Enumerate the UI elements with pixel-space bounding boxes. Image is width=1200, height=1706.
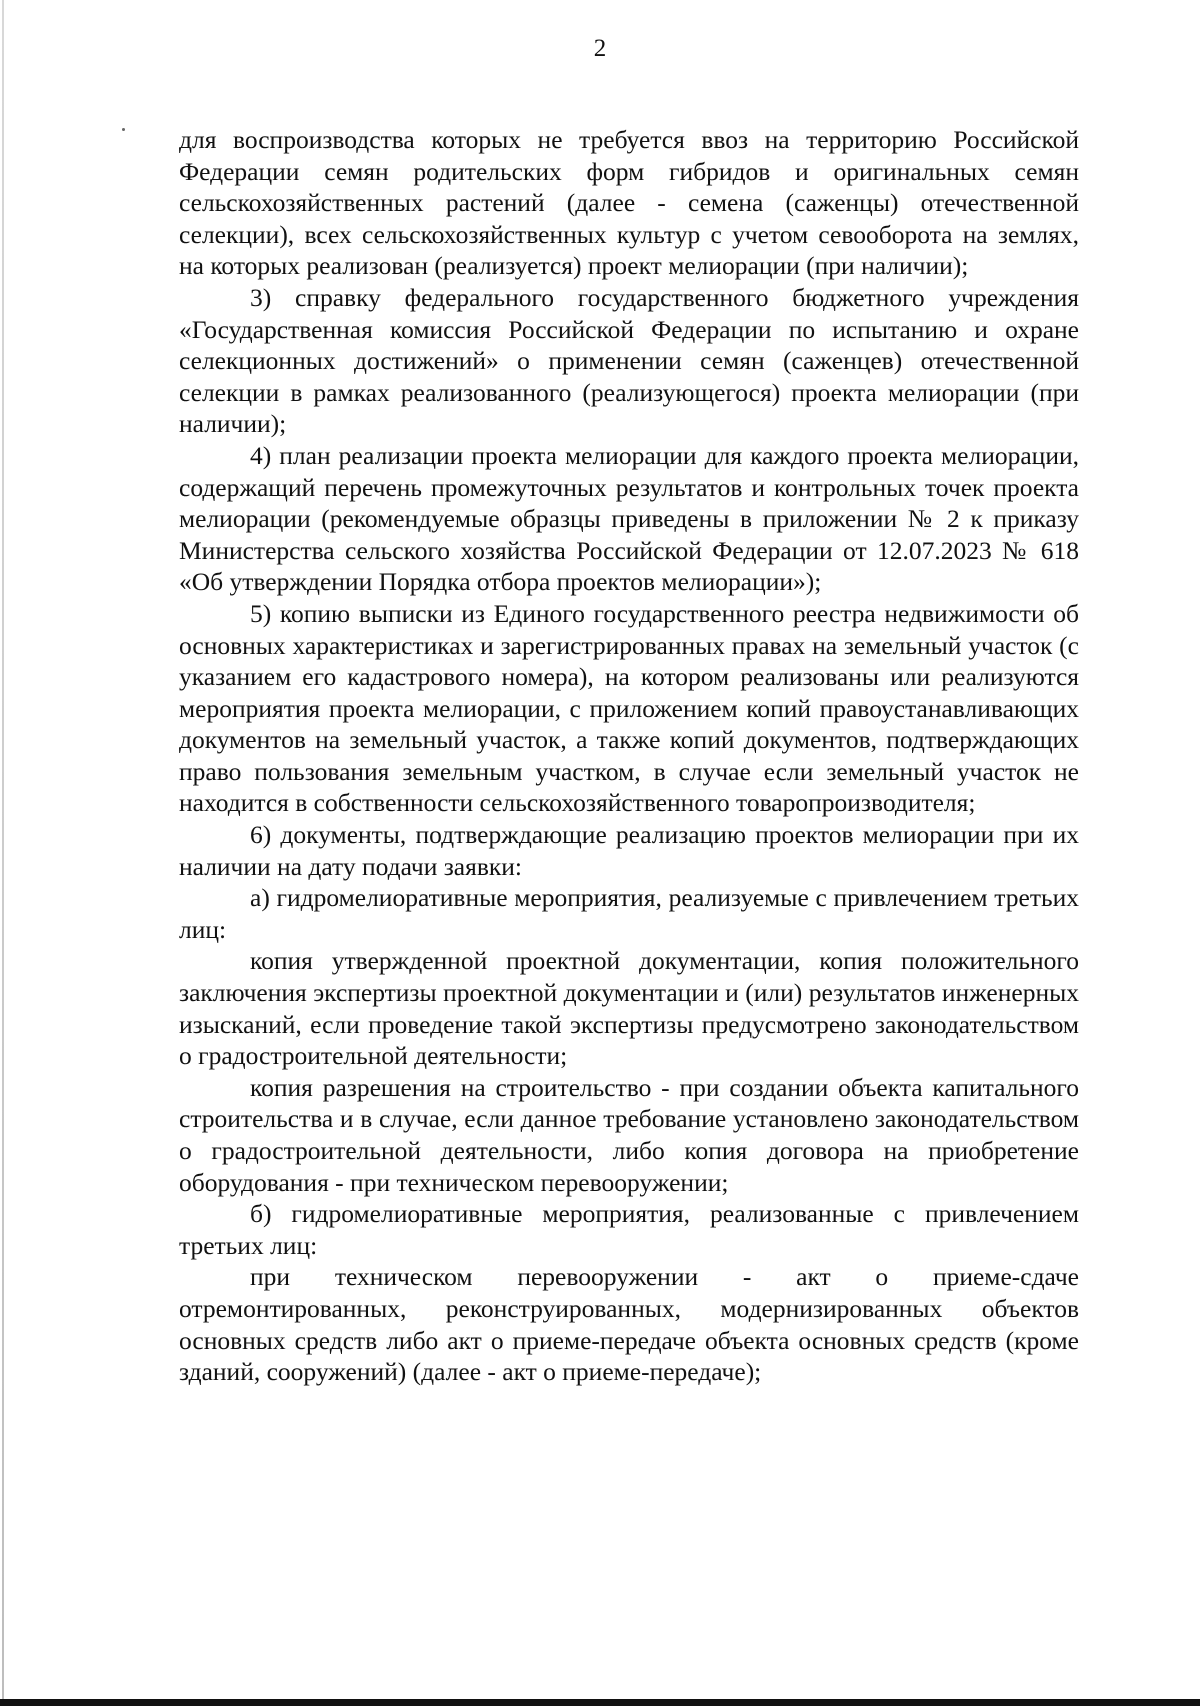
scan-bottom-edge — [0, 1699, 1200, 1706]
paragraph-item-4: 4) план реализации проекта мелиорации для каждого проекта мелиорации, содержащий перечень промежуточных результатов и контрольных точек проекта мелиорации (рекомендуемые образцы приведены в приложении № 2 к приказу Министерства сельского хозяйства Российской Федерации от 12.07.2023 № 618 «Об утверждении Порядка отбора проектов мелиорации»); — [179, 440, 1079, 597]
paragraph-item-6a: а) гидромелиоративные мероприятия, реализуемые с привлечением третьих лиц: — [179, 883, 1079, 944]
paragraph-item-5: 5) копию выписки из Единого государственного реестра недвижимости об основных характеристиках и зарегистрированных правах на земельный участок (с указанием его кадастрового номера), на котором реализованы или реализуются мероприятия проекта мелиорации, с приложением копий правоустанавливающих документов на земельный участок, а также копий документов, подтверждающих право пользования земельным участком, в случае если земельный участок не находится в собственности сельскохозяйственного товаропроизводителя; — [179, 598, 1079, 818]
paragraph-permit: копия разрешения на строительство - при создании объекта капитального строительства и в случае, если данное требование установлено законодательством о градостроительной деятельности, либо копия договора на приобретение оборудования - при техническом перевооружении; — [179, 1072, 1079, 1197]
paragraph-item-3: 3) справку федерального государственного бюджетного учреждения «Государственная комиссия Российской Федерации по испытанию и охране селекционных достижений» о применении семян (саженцев) отечественной селекции в рамках реализованного (реализующегося) проекта мелиорации (при наличии); — [179, 282, 1079, 439]
paragraph-item-6b: б) гидромелиоративные мероприятия, реализованные с привлечением третьих лиц: — [179, 1199, 1079, 1260]
scan-speck — [122, 128, 125, 131]
paragraph-item-6: 6) документы, подтверждающие реализацию проектов мелиорации при их наличии на дату подачи заявки: — [179, 820, 1079, 881]
page-number: 2 — [593, 35, 607, 62]
document-body — [179, 124, 1079, 1388]
paragraph-project-docs: копия утвержденной проектной документации, копия положительного заключения экспертизы проектной документации и (или) результатов инженерных изысканий, если проведение такой экспертизы предусмотрено законодательством о градостроительной деятельности; — [179, 946, 1079, 1071]
paragraph-continuation: для воспроизводства которых не требуется ввоз на территорию Российской Федерации семян родительских форм гибридов и оригинальных семян сельскохозяйственных растений (далее - семена (саженцы) отечественной селекции), всех сельскохозяйственных культур с учетом севооборота на землях, на которых реализован (реализуется) проект мелиорации (при наличии); — [179, 125, 1079, 281]
scan-edge — [2, 0, 4, 1706]
paragraph-acceptance-act: при техническом перевооружении - акт о приеме-сдаче отремонтированных, реконструированных, модернизированных объектов основных средств либо акт о приеме-передаче объекта основных средств (кроме зданий, сооружений) (далее - акт о приеме-передаче); — [179, 1262, 1079, 1387]
